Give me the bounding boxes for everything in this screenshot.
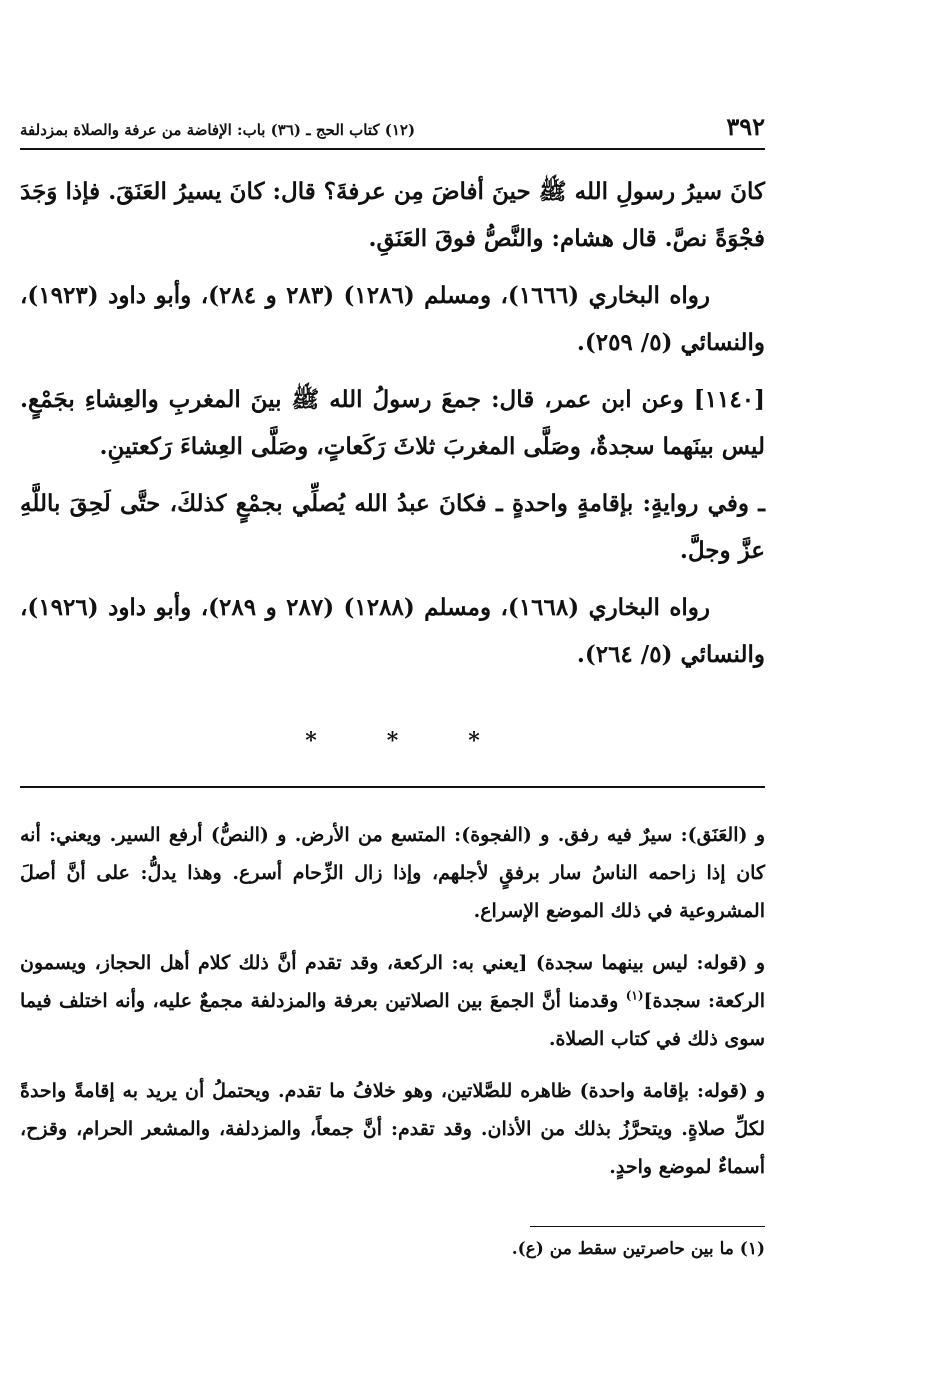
hadith-reference: رواه البخاري (١٦٦٦)، ومسلم (١٢٨٦) (٢٨٣ و ٢٨٤)، وأبو داود (١٩٢٣)، والنسائي (٥/ ٢٥٩). — [20, 282, 765, 356]
page-header — [20, 112, 765, 141]
hadith-paragraph: ـ وفي روايةٍ: بإقامةٍ واحدةٍ ـ فكانَ عبدُ الله يُصلِّي بجمْعٍ كذلكَ، حتَّى لَحِقَ باللَّهِ عزَّ وجلَّ. — [20, 490, 765, 564]
star-ornament: * — [386, 728, 399, 754]
running-title: (١٢) كتاب الحج ـ (٣٦) باب: الإفاضة من عرفة والصلاة بمزدلفة — [20, 121, 416, 139]
commentary-paragraph: و (قوله: بإقامة واحدة) ظاهره للصَّلاتين، وهو خلافُ ما تقدم. ويحتملُ أن يريد به إقامةً واحدةً لكلِّ صلاةٍ. ويتحرَّزُ بذلك من الأذان. وقد تقدم: أنَّ جمعاً، والمزدلفة، والمشعر الحرام، وقزح، أسماءٌ لموضع واحدٍ. — [20, 1080, 765, 1178]
commentary — [20, 816, 765, 1200]
hadith-paragraph: كانَ سيرُ رسولِ الله ﷺ حينَ أفاضَ مِن عرفةَ؟ قال: كانَ يسيرُ العَنَقَ. فإذا وَجَدَ فجْوَةً نصَّ. قال هشام: والنَّصُّ فوقَ العَنَقِ. — [20, 178, 765, 252]
commentary-paragraph: و (العَنَق): سيرٌ فيه رفق. و (الفجوة): المتسع من الأرض. و (النصُّ) أرفع السير. ويعني: أنه كان إذا زاحمه الناسُ سار برفقٍ لأجلهم، وإذا زال الزِّحام أسرع. وهذا يدلُّ: على أنَّ أصلَ المشروعية في ذلك الموضع الإسراع. — [20, 824, 765, 922]
star-ornament: * — [468, 728, 480, 754]
hadith-text — [20, 168, 765, 688]
commentary-rule — [20, 786, 765, 788]
commentary-text: وقدمنا أنَّ الجمعَ بين الصلاتين بعرفة والمزدلفة مجمعٌ عليه، وأنه اختلف فيما سوى ذلك في كتاب الصلاة. — [20, 990, 765, 1050]
footnote-marker: (١) — [625, 988, 644, 1003]
hadith-reference: رواه البخاري (١٦٦٨)، ومسلم (١٢٨٨) (٢٨٧ و ٢٨٩)، وأبو داود (١٩٢٦)، والنسائي (٥/ ٢٦٤). — [20, 594, 765, 668]
section-divider-stars — [20, 728, 765, 754]
hadith-paragraph: [١١٤٠] وعن ابن عمر، قال: جمعَ رسولُ الله ﷺ بينَ المغربِ والعِشاءِ بجَمْعٍ. ليس بينَهما سجدةٌ، وصَلَّى المغربَ ثلاثَ رَكَعاتٍ، وصَلَّى العِشاءَ رَكعتينِ. — [20, 386, 765, 460]
footnote-separator — [530, 1226, 765, 1227]
page-number: ٣٩٢ — [726, 112, 765, 141]
commentary-paragraph — [20, 944, 765, 1058]
footnote: (١) ما بين حاصرتين سقط من (ع). — [511, 1239, 765, 1259]
commentary-text: و (قوله: ليس بينهما سجدة) [يعني به: الركعة، وقد تقدم أنَّ ذلك كلام أهل الحجاز، ويسمون الركعة: سجدة] — [20, 952, 765, 1012]
star-ornament: * — [305, 728, 317, 754]
header-rule — [20, 148, 765, 150]
